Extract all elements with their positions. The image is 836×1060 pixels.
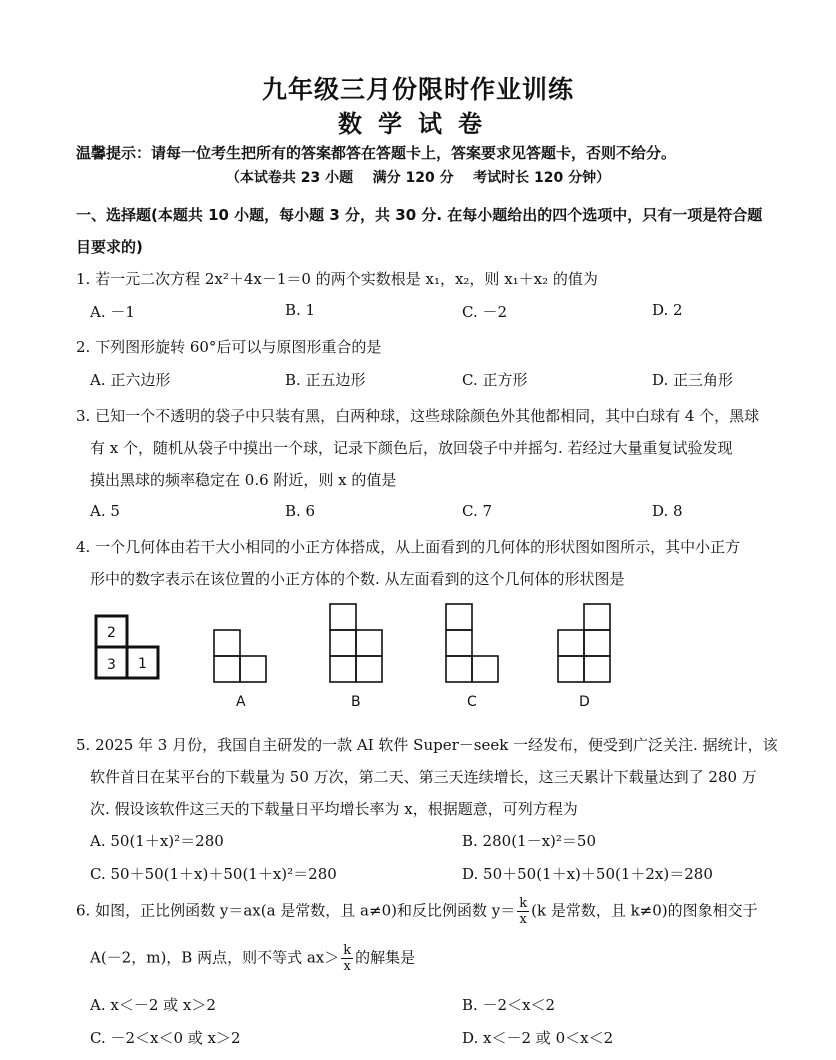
fraction-denominator: x: [519, 912, 527, 927]
q5-option-a: A. 50(1＋x)²＝280: [90, 832, 224, 850]
q4-figure-b: [330, 604, 382, 710]
q6-option-b: B. －2＜x＜2: [462, 996, 556, 1014]
top-view-number: 3: [107, 657, 116, 673]
top-view-number: 1: [138, 656, 147, 672]
q6-option-d: D. x＜－2 或 0＜x＜2: [462, 1029, 614, 1047]
exam-title: 九年级三月份限时作业训练: [261, 75, 574, 104]
cube-face: [472, 656, 498, 682]
cube-face: [558, 630, 584, 656]
q4-figures: [90, 600, 650, 715]
q5-option-c: C. 50＋50(1＋x)＋50(1＋x)²＝280: [90, 865, 337, 883]
cube-face: [446, 656, 472, 682]
q4-top-view: [96, 616, 158, 678]
q4-figure-d: [558, 604, 610, 710]
q4-line2: 形中的数字表示在该位置的小正方体的个数. 从左面看到的这个几何体的形状图是: [90, 570, 625, 588]
cube-face: [446, 630, 472, 656]
q3-line1: 3. 已知一个不透明的袋子中只装有黑，白两种球，这些球除颜色外其他都相同，其中白球有 4 个，黑球: [76, 407, 760, 425]
q6-line1-text: 6. 如图，正比例函数 y＝ax(a 是常数，且 a≠0)和反比例函数 y＝: [76, 901, 516, 920]
q3-option-d: D. 8: [652, 502, 683, 520]
q6-line2-text: A(－2，m)，B 两点，则不等式 ax＞: [90, 948, 340, 967]
top-view-number: 2: [107, 625, 116, 641]
q2-stem: 2. 下列图形旋转 60°后可以与原图形重合的是: [76, 338, 382, 356]
q3-line3: 摸出黑球的频率稳定在 0.6 附近，则 x 的值是: [90, 471, 397, 489]
q4-label-d: D: [579, 694, 590, 710]
q3-line2: 有 x 个，随机从袋子中摸出一个球，记录下颜色后，放回袋子中并摇匀. 若经过大量重复试验发现: [90, 439, 733, 457]
q4-label-a: A: [236, 694, 246, 710]
cube-face: [330, 604, 356, 630]
q3-option-b: B. 6: [285, 502, 316, 520]
q2-option-a: A. 正六边形: [90, 371, 171, 389]
cube-face: [356, 656, 382, 682]
q5-line1: 5. 2025 年 3 月份，我国自主研发的一款 AI 软件 Super－seek 一经发布，便受到广泛关注. 据统计，该: [76, 736, 778, 754]
q1-option-c: C. －2: [462, 303, 508, 321]
q6-fraction: [341, 944, 353, 973]
cube-face: [584, 656, 610, 682]
q3-option-a: A. 5: [90, 502, 120, 520]
cube-face: [214, 630, 240, 656]
q6-option-a: A. x＜－2 或 x＞2: [90, 996, 216, 1014]
q5-line3: 次. 假设该软件这三天的下载量日平均增长率为 x，根据题意，可列方程为: [90, 800, 578, 818]
q4-label-b: B: [351, 694, 361, 710]
cube-face: [558, 656, 584, 682]
q6-line1: [76, 897, 758, 926]
q6-option-c: C. －2＜x＜0 或 x＞2: [90, 1029, 241, 1047]
exam-subject: 数学试卷: [338, 110, 498, 138]
q6-fraction: [517, 897, 529, 926]
cube-face: [584, 604, 610, 630]
q2-option-b: B. 正五边形: [285, 371, 366, 389]
q6-line2: [90, 944, 415, 973]
cube-face: [330, 656, 356, 682]
q4-label-c: C: [467, 694, 477, 710]
q4-line1: 4. 一个几何体由若干大小相同的小正方体搭成，从上面看到的几何体的形状图如图所示，其中小正方: [76, 538, 741, 556]
q5-option-b: B. 280(1－x)²＝50: [462, 832, 596, 850]
cube-face: [330, 630, 356, 656]
q3-option-c: C. 7: [462, 502, 493, 520]
cube-face: [240, 656, 266, 682]
fraction-numerator: k: [343, 943, 352, 958]
q1-option-b: B. 1: [285, 301, 316, 319]
q5-option-d: D. 50＋50(1＋x)＋50(1＋2x)＝280: [462, 865, 713, 883]
fraction-numerator: k: [519, 896, 528, 911]
exam-tip: 温馨提示：请每一位考生把所有的答案都答在答题卡上，答案要求见答题卡，否则不给分。: [76, 144, 677, 162]
q1-option-a: A. －1: [90, 303, 135, 321]
cube-face: [584, 630, 610, 656]
q6-line1-text: (k 是常数，且 k≠0)的图象相交于: [531, 901, 758, 920]
cube-face: [356, 630, 382, 656]
q4-figure-a: [214, 630, 266, 710]
q1-stem: 1. 若一元二次方程 2x²＋4x－1＝0 的两个实数根是 x₁，x₂，则 x₁＋x₂ 的值为: [76, 270, 598, 288]
cube-face: [446, 604, 472, 630]
exam-meta: （本试卷共 23 小题 满分 120 分 考试时长 120 分钟）: [225, 170, 611, 186]
section1-heading-line1: 一、选择题(本题共 10 小题，每小题 3 分，共 30 分. 在每小题给出的四个选项中，只有一项是符合题: [76, 206, 763, 224]
q4-figure-c: [446, 604, 498, 710]
section1-heading-line2: 目要求的): [76, 238, 143, 256]
q2-option-c: C. 正方形: [462, 371, 528, 389]
q2-option-d: D. 正三角形: [652, 371, 734, 389]
cube-face: [214, 656, 240, 682]
q6-line2-text: 的解集是: [355, 948, 416, 967]
q1-option-d: D. 2: [652, 301, 683, 319]
fraction-denominator: x: [343, 959, 351, 974]
q5-line2: 软件首日在某平台的下载量为 50 万次，第二天、第三天连续增长，这三天累计下载量达到了 280 万: [90, 768, 757, 786]
